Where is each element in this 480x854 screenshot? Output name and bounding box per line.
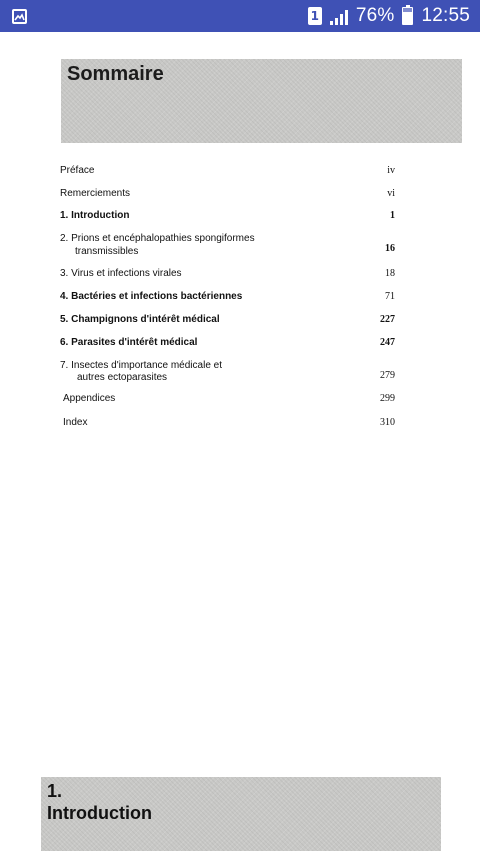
toc-label: 6. Parasites d'intérêt médical — [60, 337, 198, 348]
chapter-banner — [41, 777, 441, 851]
chapter-title: Introduction — [47, 803, 152, 823]
toc-page-number: 71 — [385, 291, 395, 302]
toc-label: 2. Prions et encéphalopathies spongiformes — [60, 233, 255, 244]
toc-page-number: vi — [387, 188, 395, 199]
toc-label: 1. Introduction — [60, 210, 130, 221]
toc-label: Index — [63, 417, 88, 428]
toc-page-number: 247 — [380, 337, 395, 348]
document-page[interactable] — [0, 32, 480, 854]
chapter-number: 1. — [47, 781, 63, 801]
toc-page-number: 18 — [385, 268, 395, 279]
toc-label: Appendices — [63, 393, 116, 404]
toc-label-continued: transmissibles — [75, 246, 139, 257]
page-title: Sommaire — [67, 63, 164, 85]
status-bar — [0, 0, 480, 32]
toc-label: Préface — [60, 165, 95, 176]
battery-percent: 76% — [355, 5, 395, 26]
gallery-icon — [12, 9, 27, 24]
toc-page-number: iv — [387, 165, 395, 176]
toc-label: 4. Bactéries et infections bactériennes — [60, 291, 243, 302]
battery-icon — [402, 7, 413, 25]
signal-icon — [330, 7, 348, 25]
toc-page-number: 16 — [385, 243, 395, 254]
sim-icon — [308, 7, 322, 25]
toc-label-continued: autres ectoparasites — [77, 372, 168, 383]
status-bar-right — [308, 5, 470, 27]
toc-page-number: 1 — [390, 210, 395, 221]
toc-page-number: 279 — [380, 370, 395, 381]
clock: 12:55 — [421, 5, 470, 26]
toc-label: Remerciements — [60, 188, 131, 199]
title-banner — [61, 59, 462, 143]
toc-page-number: 299 — [380, 393, 395, 404]
status-bar-left — [12, 9, 27, 24]
toc-page-number: 227 — [380, 314, 395, 325]
sim-label: 1 — [310, 9, 319, 23]
toc-label: 7. Insectes d'importance médicale et — [60, 360, 222, 371]
toc-page-number: 310 — [380, 417, 395, 428]
toc-label: 3. Virus et infections virales — [60, 268, 182, 279]
toc-label: 5. Champignons d'intérêt médical — [60, 314, 220, 325]
